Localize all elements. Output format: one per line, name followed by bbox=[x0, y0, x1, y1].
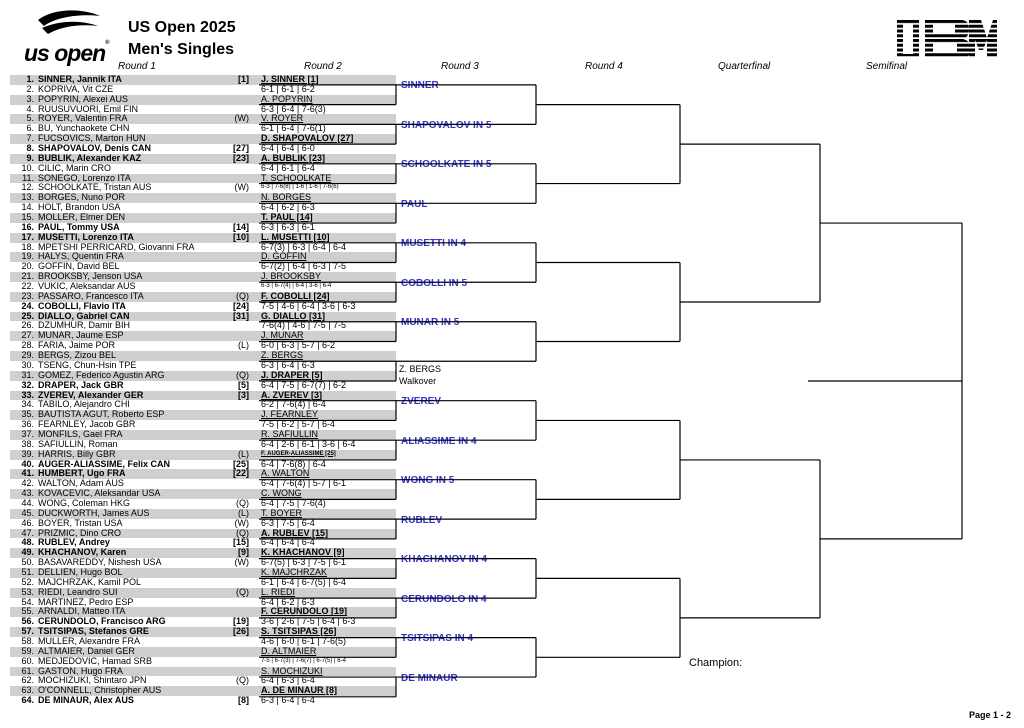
player-name: MUNAR, Jaume ESP bbox=[38, 330, 124, 341]
round2-score: 6-3 | 6-4 | 7-6(3) bbox=[261, 104, 326, 114]
player-number: 58. bbox=[21, 635, 34, 646]
round2-score: 6-4 | 6-3 | 6-4 bbox=[261, 676, 315, 686]
player-number: 56. bbox=[21, 616, 34, 627]
player-seed: [19] bbox=[232, 616, 249, 627]
player-name: RIEDI, Leandro SUI bbox=[38, 586, 118, 597]
player-number: 10. bbox=[21, 162, 34, 173]
player-name: ARNALDI, Matteo ITA bbox=[38, 606, 126, 617]
player-seed: [25] bbox=[232, 458, 249, 469]
round2-winner: F. CERUNDOLO [19] bbox=[259, 607, 396, 617]
player-seed: (W) bbox=[234, 182, 249, 193]
round2-winner: D. SHAPOVALOV [27] bbox=[259, 134, 396, 144]
round2-winner: D. ALTMAIER bbox=[259, 647, 396, 657]
round2-winner: A. BUBLIK [23] bbox=[259, 154, 396, 164]
player-number: 2. bbox=[26, 83, 34, 94]
round2-winner: A. RUBLEV [15] bbox=[259, 529, 396, 539]
round2-winner: K. MAJCHRZAK bbox=[259, 568, 396, 578]
player-name: TSENG, Chun-Hsin TPE bbox=[38, 359, 137, 370]
player-number: 21. bbox=[21, 271, 34, 282]
player-seed: [1] bbox=[238, 74, 249, 84]
player-name: MEDJEDOVIC, Hamad SRB bbox=[38, 655, 153, 666]
player-seed: (Q) bbox=[236, 497, 249, 508]
player-number: 35. bbox=[21, 409, 34, 420]
round2-score: 6-7(5) | 6-3 | 7-5 | 6-1 bbox=[261, 558, 347, 568]
player-name: RUUSUVUORI, Emil FIN bbox=[38, 103, 139, 114]
player-number: 49. bbox=[21, 547, 34, 558]
round2-score: 6-7(3) | 6-3 | 6-4 | 6-4 bbox=[261, 242, 347, 252]
player-number: 6. bbox=[26, 123, 34, 134]
player-name: FARIA, Jaime POR bbox=[38, 340, 116, 351]
round2-score: 6-4 | 7-6(4) | 5-7 | 6-1 bbox=[261, 479, 347, 489]
player-number: 4. bbox=[26, 103, 34, 114]
us-open-wordmark: us open® bbox=[24, 40, 109, 66]
player-number: 13. bbox=[21, 192, 34, 203]
round3-winner: SCHOOLKATE IN 5 bbox=[401, 159, 492, 170]
round2-winner: Z. BERGS bbox=[259, 351, 396, 361]
player-number: 1. bbox=[26, 74, 34, 84]
player-name: BORGES, Nuno POR bbox=[38, 192, 126, 203]
round2-score: 6-1 | 6-4 | 7-6(1) bbox=[261, 124, 326, 134]
round2-score: 6-4 | 7-6(8) | 6-4 bbox=[261, 459, 326, 469]
player-number: 27. bbox=[21, 330, 34, 341]
round2-winner: G. DIALLO [31] bbox=[259, 312, 396, 322]
player-number: 51. bbox=[21, 566, 34, 577]
player-name: DIALLO, Gabriel CAN bbox=[38, 310, 130, 321]
round2-score: 6-3 | 7-6(8) | 1-6 | 1-6 | 7-6(6) bbox=[261, 184, 339, 191]
player-seed: [5] bbox=[238, 379, 249, 390]
round2-winner: A. POPYRIN bbox=[259, 95, 396, 105]
player-number: 36. bbox=[21, 419, 34, 430]
round2-score: 7-6(4) | 4-6 | 7-5 | 7-5 bbox=[261, 321, 347, 331]
player-name: KOPRIVA, Vit CZE bbox=[38, 83, 114, 94]
player-number: 53. bbox=[21, 586, 34, 597]
round2-score: 4-6 | 6-0 | 6-1 | 7-6(5) bbox=[261, 636, 347, 646]
round3-winner: PAUL bbox=[401, 198, 428, 210]
player-number: 25. bbox=[21, 310, 34, 321]
player-name: HOLT, Brandon USA bbox=[38, 202, 121, 213]
round2-score: 6-3 | 6-4 | 6-4 bbox=[261, 696, 315, 706]
player-number: 52. bbox=[21, 576, 34, 587]
round-label-3: Round 3 bbox=[441, 61, 479, 72]
round2-winner: J. FEARNLEY bbox=[259, 410, 396, 420]
player-name: MAJCHRZAK, Kamil POL bbox=[38, 576, 142, 587]
round2-score: 6-3 | 7-5 | 6-4 bbox=[261, 518, 315, 528]
player-number: 18. bbox=[21, 241, 34, 252]
round2-winner: T. SCHOOLKATE bbox=[259, 174, 396, 184]
player-number: 59. bbox=[21, 645, 34, 656]
round3-winner: SINNER bbox=[401, 80, 439, 91]
round-label-quarterfinal: Quarterfinal bbox=[718, 61, 771, 72]
player-seed: [14] bbox=[232, 221, 249, 232]
player-name: HALYS, Quentin FRA bbox=[38, 251, 124, 262]
player-name: MULLER, Alexandre FRA bbox=[38, 635, 141, 646]
player-name: HARRIS, Billy GBR bbox=[38, 448, 116, 459]
round2-score: 6-4 | 6-1 | 6-4 bbox=[261, 163, 315, 173]
round2-score: 6-1 | 6-1 | 6-2 bbox=[261, 84, 315, 94]
player-name: ROYER, Valentin FRA bbox=[38, 113, 128, 124]
round2-score: 6-4 | 6-2 | 6-3 bbox=[261, 203, 315, 213]
player-number: 23. bbox=[21, 290, 34, 301]
player-seed: (W) bbox=[234, 113, 249, 124]
player-name: VUKIC, Aleksandar AUS bbox=[38, 281, 136, 292]
player-name: DE MINAUR, Alex AUS bbox=[38, 695, 134, 706]
player-number: 46. bbox=[21, 517, 34, 528]
player-number: 57. bbox=[21, 626, 34, 637]
round-label-1: Round 1 bbox=[118, 61, 156, 72]
player-name: WALTON, Adam AUS bbox=[38, 478, 124, 489]
player-name: CILIC, Marin CRO bbox=[38, 162, 112, 173]
player-name: BERGS, Zizou BEL bbox=[38, 350, 117, 361]
round2-winner: T. BOYER bbox=[259, 509, 396, 519]
player-number: 34. bbox=[21, 399, 34, 410]
round3-winner: MUSETTI IN 4 bbox=[401, 238, 467, 249]
player-number: 24. bbox=[21, 300, 34, 311]
round2-winner: L. MUSETTI [10] bbox=[259, 233, 396, 243]
round2-score: 6-0 | 6-3 | 5-7 | 6-2 bbox=[261, 341, 336, 351]
player-seed: [26] bbox=[232, 626, 249, 637]
round2-score: 7-5 | 4-6 | 6-4 | 3-6 | 6-3 bbox=[261, 301, 356, 311]
player-name: GOFFIN, David BEL bbox=[38, 261, 120, 272]
player-name: MOLLER, Elmer DEN bbox=[38, 212, 126, 223]
player-number: 63. bbox=[21, 685, 34, 696]
player-name: MOCHIZUKI, Shintaro JPN bbox=[38, 675, 147, 686]
player-number: 40. bbox=[21, 458, 34, 469]
player-seed: (L) bbox=[238, 340, 249, 351]
player-name: SCHOOLKATE, Tristan AUS bbox=[38, 182, 152, 193]
player-seed: [27] bbox=[232, 143, 249, 154]
player-number: 28. bbox=[21, 340, 34, 351]
player-name: DUCKWORTH, James AUS bbox=[38, 507, 150, 518]
round2-score: 3-6 | 2-6 | 7-5 | 6-4 | 6-3 bbox=[261, 617, 356, 627]
round2-winner: N. BORGES bbox=[259, 193, 396, 203]
player-name: RUBLEV, Andrey bbox=[38, 537, 110, 548]
round3-winner: ALIASSIME IN 4 bbox=[401, 435, 477, 447]
player-seed: (Q) bbox=[236, 290, 249, 301]
round2-score: 6-4 | 7-5 | 7-6(4) bbox=[261, 498, 326, 508]
player-number: 8. bbox=[26, 143, 34, 154]
player-number: 5. bbox=[26, 113, 34, 124]
player-name: TSITSIPAS, Stefanos GRE bbox=[38, 626, 149, 637]
player-name: BUBLIK, Alexander KAZ bbox=[38, 152, 142, 163]
player-name: ALTMAIER, Daniel GER bbox=[38, 645, 135, 656]
round2-winner: J. SINNER [1] bbox=[259, 75, 396, 85]
round2-winner: A. WALTON bbox=[259, 469, 396, 479]
round2-score: 6-4 | 6-4 | 6-0 bbox=[261, 144, 315, 154]
player-number: 47. bbox=[21, 527, 34, 538]
round2-score: 6-4 | 6-4 | 6-4 bbox=[261, 538, 315, 548]
player-name: KOVACEVIC, Aleksandar USA bbox=[38, 488, 161, 499]
round2-winner: J. DRAPER [5] bbox=[259, 371, 396, 381]
player-seed: (L) bbox=[238, 507, 249, 518]
round2-winner: J. BROOKSBY bbox=[259, 272, 396, 282]
player-name: SHAPOVALOV, Denis CAN bbox=[38, 143, 152, 154]
round2-winner: J. MUNAR bbox=[259, 331, 396, 341]
round2-winner: S. MOCHIZUKI bbox=[259, 667, 396, 677]
player-name: WONG, Coleman HKG bbox=[38, 497, 131, 508]
player-name: FUCSOVICS, Marton HUN bbox=[38, 133, 146, 144]
player-name: ZVEREV, Alexander GER bbox=[38, 389, 144, 400]
player-seed: [15] bbox=[232, 537, 249, 548]
player-name: BAUTISTA AGUT, Roberto ESP bbox=[38, 409, 165, 420]
round3-winner: DE MINAUR bbox=[401, 672, 458, 684]
round3-winner: ZVEREV bbox=[401, 396, 442, 407]
player-name: COBOLLI, Flavio ITA bbox=[38, 300, 126, 311]
round2-winner: L. RIEDI bbox=[259, 588, 396, 598]
round3-winner: TSITSIPAS IN 4 bbox=[401, 633, 474, 644]
player-number: 31. bbox=[21, 369, 34, 380]
player-name: SINNER, Jannik ITA bbox=[38, 74, 122, 84]
player-seed: [31] bbox=[232, 310, 249, 321]
player-number: 61. bbox=[21, 665, 34, 676]
player-number: 3. bbox=[26, 93, 34, 104]
player-seed: [9] bbox=[238, 547, 249, 558]
round2-score: 6-1 | 6-4 | 6-7(5) | 6-4 bbox=[261, 577, 347, 587]
player-number: 41. bbox=[21, 468, 34, 479]
round2-winner: F. AUGER-ALIASSIME [25] bbox=[259, 450, 396, 460]
round2-winner: C. WONG bbox=[259, 489, 396, 499]
player-name: MUSETTI, Lorenzo ITA bbox=[38, 231, 134, 242]
player-number: 32. bbox=[21, 379, 34, 390]
player-number: 54. bbox=[21, 596, 34, 607]
round2-score: 6-3 | 6-3 | 6-1 bbox=[261, 222, 315, 232]
player-number: 44. bbox=[21, 497, 34, 508]
player-number: 29. bbox=[21, 350, 34, 361]
player-seed: (L) bbox=[238, 448, 249, 459]
player-number: 55. bbox=[21, 606, 34, 617]
round2-winner: V. ROYER bbox=[259, 114, 396, 124]
round3-winner: WONG IN 5 bbox=[401, 475, 455, 486]
player-number: 64. bbox=[21, 695, 34, 706]
player-number: 20. bbox=[21, 261, 34, 272]
round2-winner: R. SAFIULLIN bbox=[259, 430, 396, 440]
player-name: PASSARO, Francesco ITA bbox=[38, 290, 144, 301]
round2-score: 7-5 | 6-7(3) | 7-6(7) | 6-7(5) | 6-4 bbox=[261, 657, 346, 664]
player-number: 39. bbox=[21, 448, 34, 459]
player-seed: [3] bbox=[238, 389, 249, 400]
round2-winner: K. KHACHANOV [9] bbox=[259, 548, 396, 558]
player-name: MPETSHI PERRICARD, Giovanni FRA bbox=[38, 241, 195, 252]
player-name: KHACHANOV, Karen bbox=[38, 547, 127, 558]
player-number: 50. bbox=[21, 557, 34, 568]
player-name: GOMEZ, Federico Agustin ARG bbox=[38, 369, 165, 380]
player-number: 43. bbox=[21, 488, 34, 499]
player-name: POPYRIN, Alexei AUS bbox=[38, 93, 129, 104]
player-seed: [23] bbox=[232, 152, 249, 163]
player-number: 19. bbox=[21, 251, 34, 262]
player-name: CERUNDOLO, Francisco ARG bbox=[38, 616, 166, 627]
round2-score: 7-5 | 6-2 | 5-7 | 6-4 bbox=[261, 420, 336, 430]
player-name: GASTON, Hugo FRA bbox=[38, 665, 123, 676]
round2-score: 6-2 | 7-6(4) | 6-4 bbox=[261, 400, 326, 410]
round2-score: 6-3 | 6-4 | 6-3 bbox=[261, 360, 315, 370]
player-seed: [8] bbox=[238, 695, 249, 706]
player-number: 33. bbox=[21, 389, 34, 400]
player-seed: (W) bbox=[234, 517, 249, 528]
round2-winner: S. TSITSIPAS [26] bbox=[259, 627, 396, 637]
player-seed: (Q) bbox=[236, 586, 249, 597]
player-seed: (Q) bbox=[236, 369, 249, 380]
page-title: US Open 2025 bbox=[128, 19, 236, 36]
player-name: HUMBERT, Ugo FRA bbox=[38, 468, 126, 479]
round3-note: Z. BERGS bbox=[399, 363, 442, 374]
champion-label: Champion: bbox=[689, 657, 743, 669]
player-name: BOYER, Tristan USA bbox=[38, 517, 123, 528]
player-name: BU, Yunchaokete CHN bbox=[38, 123, 130, 134]
player-name: DRAPER, Jack GBR bbox=[38, 379, 124, 390]
round-label-2: Round 2 bbox=[304, 61, 342, 72]
round2-score: 6-3 | 6-7(4) | 6-4 | 3-6 | 6-4 bbox=[261, 283, 332, 290]
player-seed: (Q) bbox=[236, 675, 249, 686]
round2-score: 6-4 | 2-6 | 6-1 | 3-6 | 6-4 bbox=[261, 439, 356, 449]
player-number: 60. bbox=[21, 655, 34, 666]
round2-score: 6-4 | 6-2 | 6-3 bbox=[261, 597, 315, 607]
player-number: 45. bbox=[21, 507, 34, 518]
player-number: 16. bbox=[21, 221, 34, 232]
player-seed: [22] bbox=[232, 468, 249, 479]
player-name: MONFILS, Gael FRA bbox=[38, 428, 123, 439]
round2-winner: A. DE MINAUR [8] bbox=[259, 686, 396, 696]
player-number: 30. bbox=[21, 359, 34, 370]
player-number: 62. bbox=[21, 675, 34, 686]
player-name: PRIZMIC, Dino CRO bbox=[38, 527, 122, 538]
player-number: 26. bbox=[21, 320, 34, 331]
player-number: 42. bbox=[21, 478, 34, 489]
player-number: 11. bbox=[22, 172, 34, 183]
round3-winner: RUBLEV bbox=[401, 514, 443, 526]
round2-winner: D. GOFFIN bbox=[259, 252, 396, 262]
player-name: DELLIEN, Hugo BOL bbox=[38, 566, 123, 577]
player-name: BROOKSBY, Jenson USA bbox=[38, 271, 143, 282]
page-number: Page 1 - 2 bbox=[969, 710, 1012, 720]
round3-winner: KHACHANOV IN 4 bbox=[401, 554, 488, 565]
player-name: SONEGO, Lorenzo ITA bbox=[38, 172, 131, 183]
round-label-semifinal: Semifinal bbox=[866, 61, 908, 72]
round2-winner: A. ZVEREV [3] bbox=[259, 391, 396, 401]
player-name: SAFIULLIN, Roman bbox=[38, 438, 118, 449]
round2-score: 6-7(2) | 6-4 | 6-3 | 7-5 bbox=[261, 262, 347, 272]
player-number: 7. bbox=[26, 133, 34, 144]
player-name: AUGER-ALIASSIME, Felix CAN bbox=[38, 458, 171, 469]
round3-winner: CERUNDOLO IN 4 bbox=[401, 593, 487, 605]
player-seed: [10] bbox=[232, 231, 249, 242]
player-number: 22. bbox=[21, 281, 34, 292]
player-seed: (W) bbox=[234, 557, 249, 568]
player-name: PAUL, Tommy USA bbox=[38, 221, 120, 232]
player-number: 15. bbox=[21, 212, 34, 223]
player-name: FEARNLEY, Jacob GBR bbox=[38, 419, 136, 430]
round3-winner: COBOLLI IN 5 bbox=[401, 277, 468, 289]
player-number: 48. bbox=[21, 537, 34, 548]
player-seed: [24] bbox=[232, 300, 249, 311]
player-name: MARTINEZ, Pedro ESP bbox=[38, 596, 134, 607]
page-subtitle: Men's Singles bbox=[128, 41, 235, 58]
player-name: DZUMHUR, Damir BIH bbox=[38, 320, 130, 331]
player-seed: (Q) bbox=[236, 527, 249, 538]
round3-note: Walkover bbox=[399, 375, 437, 386]
player-name: O'CONNELL, Christopher AUS bbox=[38, 685, 162, 696]
round3-winner: MUNAR IN 5 bbox=[401, 317, 460, 328]
round2-winner: F. COBOLLI [24] bbox=[259, 292, 396, 302]
player-number: 14. bbox=[21, 202, 34, 213]
round-label-4: Round 4 bbox=[585, 61, 623, 72]
player-number: 9. bbox=[26, 152, 34, 163]
player-number: 37. bbox=[21, 428, 34, 439]
player-number: 17. bbox=[21, 231, 34, 242]
player-number: 38. bbox=[21, 438, 34, 449]
player-name: BASAVAREDDY, Nishesh USA bbox=[38, 557, 162, 568]
round2-winner: T. PAUL [14] bbox=[259, 213, 396, 223]
player-number: 12. bbox=[21, 182, 34, 193]
player-name: TABILO, Alejandro CHI bbox=[38, 399, 130, 410]
round2-score: 6-4 | 7-5 | 6-7(7) | 6-2 bbox=[261, 380, 347, 390]
round3-winner: SHAPOVALOV IN 5 bbox=[401, 119, 492, 131]
